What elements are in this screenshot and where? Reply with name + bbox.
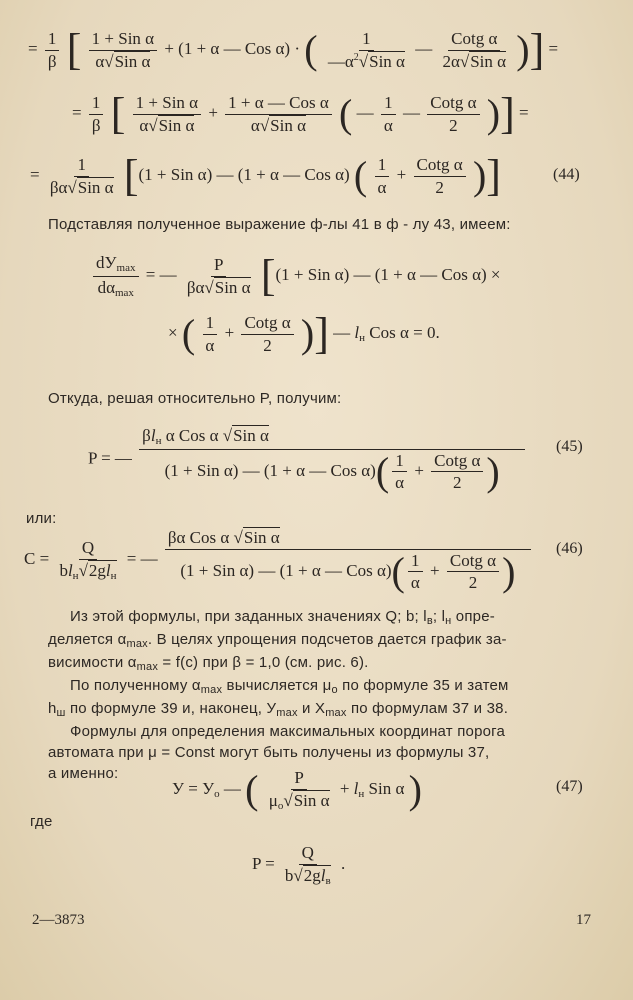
equation-number-44: (44) (553, 166, 580, 183)
paragraph-3-line-1: Формулы для определения максимальных координат порога (70, 723, 506, 740)
equation-number-46: (46) (556, 540, 583, 557)
paragraph-1-line-3: висимости $\alpha_{max} = f(c)$ при β = 1,0 (см. рис. 6). (48, 654, 369, 673)
paragraph-1-line-2: деляется $\alpha_{max}$. В целях упрощения подсчетов дается график за- (48, 631, 507, 650)
equation-44: = $\frac{1}{\text{βα√Sin α}}$ [(1 + Sin α) — (1 + α — Cos α) ( $\frac{1}{\alpha}$ + $\frac{\text{Cotg α}}{2}$ )] (30, 151, 501, 200)
equation-number-47: (47) (556, 778, 583, 795)
equation-45: P = — $\beta l_н$ α Cos α √Sin α (1 + Sin α) — (1 + α — Cos α)( $\frac{1}{\alpha}$ + $\frac{\text{Cotg α}}{2}$ ) (88, 426, 528, 493)
equation-number-45: (45) (556, 438, 583, 455)
text-or: или: (26, 510, 57, 527)
page-number: 17 (576, 912, 591, 928)
derivative-equation-line-2: × ( $\frac{1}{\alpha}$ + $\frac{\text{Cotg α}}{2}$ )] — $l_н$ Cos α = 0. (168, 309, 440, 358)
paragraph-3-line-3: а именно: (48, 765, 119, 782)
equation-47: $У = У_o$ — ( $\frac{P}{\mu_o√Sin \alpha}$ + $l_н$ Sin α ) (172, 767, 422, 813)
paragraph-3-line-2: автомата при μ = Const могут быть получены из формулы 37, (48, 744, 490, 761)
paragraph-2-line-1: По полученному $\alpha_{max}$ вычисляется $\mu_o$ по формуле 35 и затем (70, 677, 509, 696)
text-substituting: Подставляя полученное выражение ф-лы 41 в ф - лу 43, имеем: (48, 216, 511, 233)
paragraph-1-line-1: Из этой формулы, при заданных значениях Q; b; $l_в$; $l_н$ опре- (70, 608, 495, 627)
equation-46: C = $\frac{Q}{bl_н√2gl_н}$ = — βα Cos α √Sin α (1 + Sin α) — (1 + α — Cos α)( $\frac{1}{\alpha}$ + $\frac{\text{Cotg α}}{2}$ ) (24, 528, 534, 593)
equation-p: P = $\frac{Q}{b√2gl_в}$ . (252, 843, 346, 887)
derivative-equation-line-1: $\frac{dУ_{max}}{d\alpha_{max}}$ = — $\frac{P}{\text{βα√Sin α}}$ [(1 + Sin α) — (1 + α — Cos α) × (90, 253, 501, 299)
text-where: где (30, 813, 53, 830)
paragraph-2-line-2: $h_ш$ по формуле 39 и, наконец, $У_{max}$ и $X_{max}$ по формулам 37 и 38. (48, 700, 509, 719)
equation-line-1: = $\frac{1}{\beta}$ [ $\frac{\text{1 + Sin α}}{\text{α√Sin α}}$ + (1 + α — Cos α) · ( $\frac{1}{—\alpha^2√Sin \alpha}$ — $\frac{\text{Cotg α}}{\text{2α√Sin α}}$ )] = (28, 25, 559, 74)
equation-line-2: = $\frac{1}{\beta}$ [ $\frac{\text{1 + Sin α}}{\text{α√Sin α}}$ + $\frac{\text{1 + α — Cos α}}{\text{α√Sin α}}$ ( — $\frac{1}{\alpha}$ — $\frac{\text{Cotg α}}{2}$ )] = (72, 89, 529, 138)
text-whence: Откуда, решая относительно P, получим: (48, 390, 342, 407)
footer-signature: 2—3873 (32, 912, 85, 928)
